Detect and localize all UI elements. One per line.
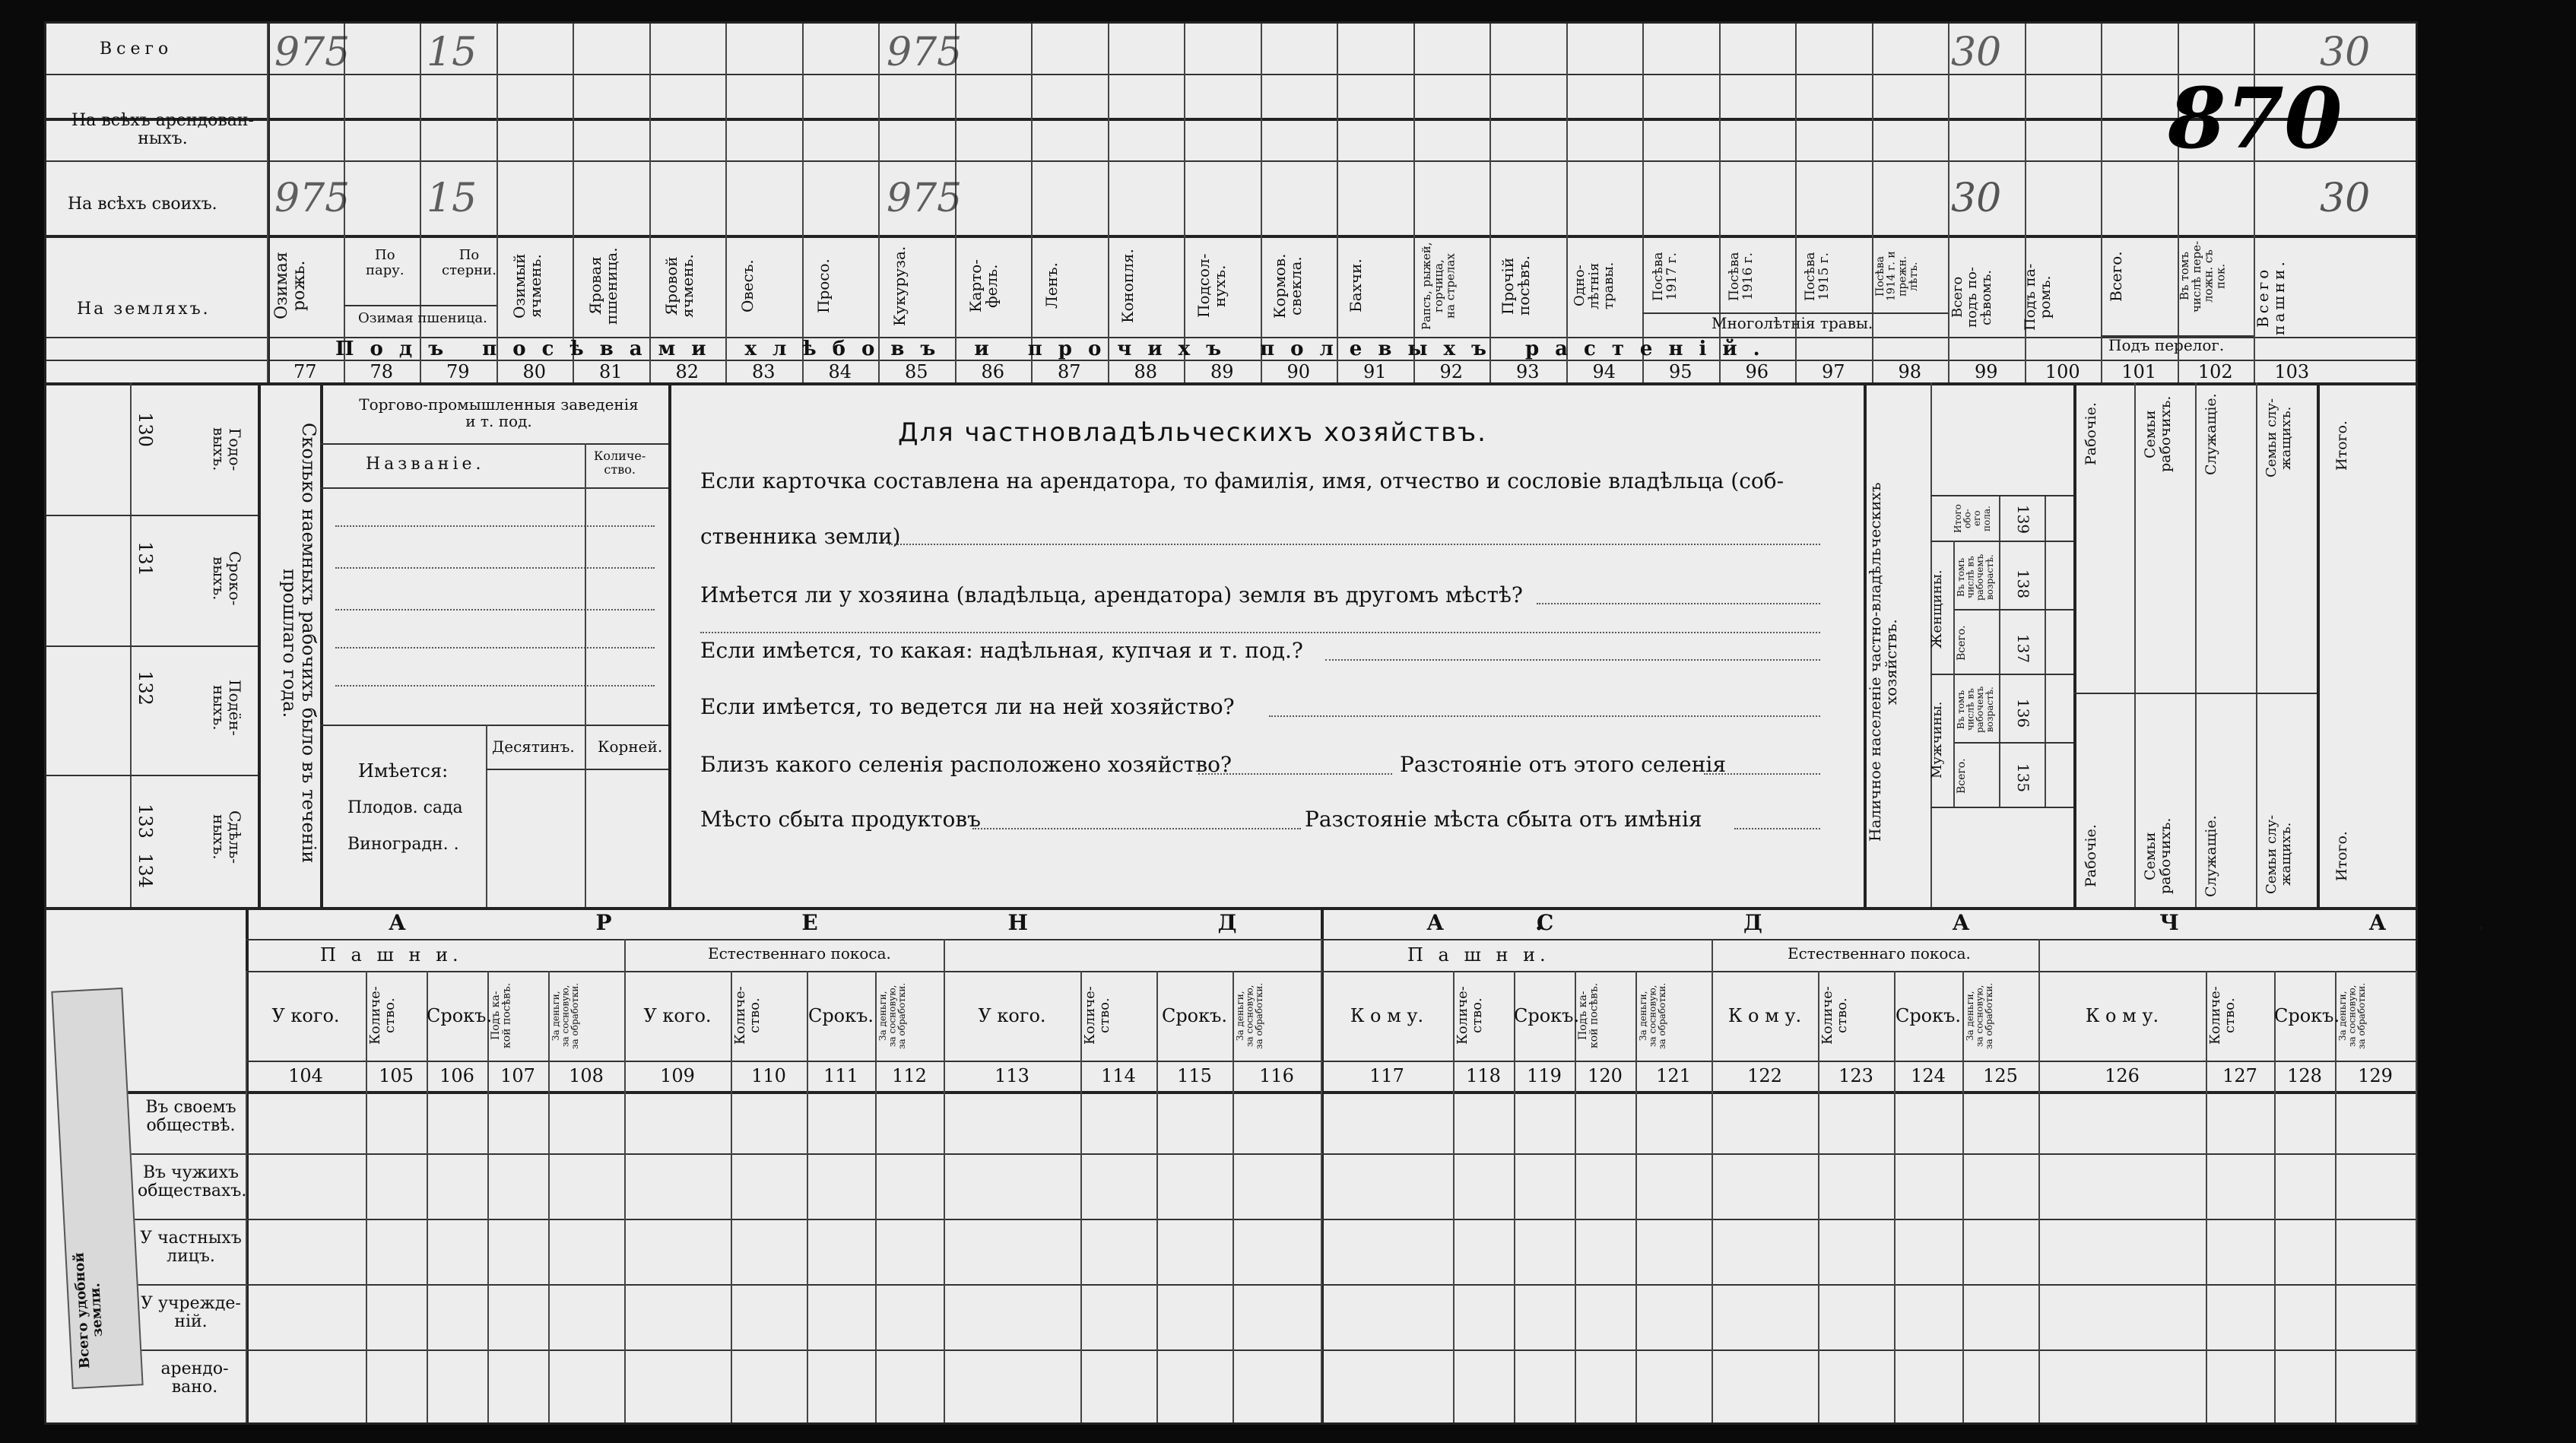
bottom-col-header: Количе- ство. (1082, 986, 1112, 1045)
torg-header: Торгово-промышленныя заведенiя и т. под. (359, 395, 639, 430)
bottom-col-line (1962, 971, 1964, 1422)
bottom-col-line (1575, 971, 1576, 1422)
label-korney: Корней. (598, 737, 663, 756)
crop-col-number: 102 (2197, 361, 2233, 382)
crop-col-line (1031, 24, 1033, 382)
crop-col-number: 81 (598, 361, 623, 382)
bottom-col-header: Количе- ство. (1819, 986, 1850, 1045)
label-sluzh-bot: Служащiе. (2203, 815, 2219, 897)
bottom-col-line (1321, 971, 1322, 1422)
crop-col-number: 77 (293, 361, 317, 382)
hw-svoih-5: 30 (2320, 176, 2371, 221)
bottom-col-line (1514, 971, 1515, 1422)
bottom-col-header: Срокъ. (2274, 1005, 2340, 1026)
bottom-col-header: Срокъ. (1514, 1005, 1580, 1026)
bottom-col-header: К о м у. (1350, 1005, 1424, 1026)
crop-col-line (2101, 24, 2102, 382)
crop-col-line (1642, 24, 1644, 382)
bottom-col-header: За деньги, за сосновую, за обработки. (877, 982, 908, 1049)
crop-col-line (802, 24, 804, 382)
bottom-col-line (807, 971, 808, 1422)
label-rabochie-top: Рабочiе. (2083, 402, 2099, 466)
bottom-col-number: 108 (569, 1065, 604, 1086)
header-84: Просо. (814, 258, 833, 313)
crop-col-number: 83 (751, 361, 776, 382)
label-semi-sluzh-top: Семьи слу- жащихъ. (2264, 398, 2294, 478)
label-vtom-m: Въ томъ числѣ въ рабочемъ возрастѣ. (1956, 686, 1995, 733)
label-desyatin: Десятинъ. (492, 737, 575, 756)
hw-vsego-5: 30 (2320, 30, 2371, 75)
crop-col-number: 78 (370, 361, 394, 382)
bottom-col-line (944, 971, 945, 1422)
header-87: Ленъ. (1042, 262, 1061, 309)
row-svoem: Въ своемъ обществѣ. (145, 1098, 236, 1136)
crop-col-number: 94 (1592, 361, 1616, 382)
num-134: 134 (135, 853, 156, 888)
num-137: 137 (2014, 633, 2032, 664)
bottom-col-header: Количе- ство. (1455, 986, 1485, 1045)
bottom-col-header: Срокъ. (1895, 1005, 1962, 1026)
bottom-col-header: Срокъ. (427, 1005, 493, 1026)
bottom-col-number: 109 (660, 1065, 695, 1086)
private-title: Для частновладѣльческихъ хозяйствъ. (898, 417, 1487, 448)
bottom-col-header: У кого. (271, 1005, 340, 1026)
label-imeetsya: Имѣется: (358, 760, 449, 782)
num-133: 133 (135, 804, 156, 839)
header-93: Прочiй посѣвъ. (1499, 255, 1533, 316)
label-131: Сроко- выхъ. (210, 551, 244, 606)
hw-svoih-4: 30 (1951, 176, 2002, 221)
sdacha-pashni: П а ш н и. (1407, 944, 1550, 966)
crop-col-line (878, 24, 880, 382)
bottom-group-line (2038, 939, 2040, 971)
bottom-col-header: Подъ ка- кой посѣвъ. (1577, 982, 1600, 1049)
crop-col-number: 79 (446, 361, 470, 382)
bottom-col-line (2416, 971, 2417, 1422)
bottom-col-line (1232, 971, 1234, 1422)
label-semi-sluzh-bot: Семьи слу- жащихъ. (2264, 814, 2294, 894)
crop-col-number: 80 (522, 361, 547, 382)
num-130: 130 (135, 412, 156, 447)
label-133: Сдѣль- ныхъ. (210, 810, 244, 864)
private-l5b: Разстоянiе отъ этого селенiя (1400, 752, 1726, 777)
bottom-col-header: За деньги, за сосновую, за обработки. (1638, 982, 1668, 1049)
hw-vsego-2: 15 (427, 30, 477, 75)
label-rabochie-bot: Рабочiе. (2083, 824, 2099, 888)
crop-col-line (1337, 24, 1338, 382)
crop-col-number: 89 (1210, 361, 1234, 382)
crop-col-line (1489, 24, 1491, 382)
crop-col-number: 99 (1974, 361, 1998, 382)
sdacha-estestv: Естественнаго покоса. (1788, 944, 1971, 963)
row-zemlyah: На земляхъ. (77, 300, 211, 319)
num-135: 135 (2014, 763, 2032, 793)
crop-col-line (1108, 24, 1109, 382)
crop-col-number: 100 (2045, 361, 2080, 382)
hw-svoih-1: 975 (274, 176, 351, 221)
bottom-col-number: 128 (2287, 1065, 2322, 1086)
crop-col-number: 91 (1363, 361, 1387, 382)
label-skolko: Сколько наемныхъ рабочихъ было въ теченiи прошлаго года. (278, 423, 319, 864)
crop-col-number: 92 (1439, 361, 1464, 382)
label-vtom-w: Въ томъ числѣ въ рабочемъ возрастѣ. (1956, 553, 1995, 601)
num-138: 138 (2014, 569, 2032, 599)
header-101: Всего. (2107, 251, 2125, 302)
torg-nazvanie: Названiе. (366, 455, 485, 474)
label-nalichnoe: Наличное населенiе частно-владѣльческихъ хозяйствъ. (1866, 482, 1900, 842)
label-muzh: Мужчины. (1929, 701, 1945, 779)
bottom-col-number: 120 (1588, 1065, 1623, 1086)
header-102: Въ томъ числѣ пере- ложн. съ пок. (2178, 240, 2228, 312)
header-103: Всего пашни. (2254, 258, 2288, 336)
bottom-col-line (548, 971, 550, 1422)
paper-tag-text: Всего удобной земли. (71, 1252, 106, 1370)
header-perelog: Подъ перелог. (2108, 336, 2225, 354)
header-78: По пару. (366, 247, 404, 278)
private-l6: Мѣсто сбыта продуктовъ (700, 807, 981, 832)
crop-col-line (1566, 24, 1568, 382)
label-132: Подён- ныхъ. (210, 680, 244, 736)
bottom-col-line (624, 971, 626, 1422)
header-86: Карто- фель. (966, 258, 1001, 313)
bottom-col-number: 104 (288, 1065, 323, 1086)
bottom-col-number: 115 (1177, 1065, 1212, 1086)
row-chastnyh: У частныхъ лицъ. (140, 1229, 242, 1267)
crop-col-line (1261, 24, 1262, 382)
hw-vsego-1: 975 (274, 30, 351, 75)
bottom-col-line (427, 971, 428, 1422)
header-81: Яровая пшеница. (586, 247, 620, 325)
header-88: Конопля. (1118, 249, 1137, 323)
torg-kolvo: Количе- ство. (594, 449, 646, 477)
num-132: 132 (135, 671, 156, 706)
sdacha-title: С Д А Ч А. (1537, 910, 2576, 935)
bottom-group-line (1321, 939, 1322, 971)
bottom-col-number: 114 (1101, 1065, 1136, 1086)
crop-col-number: 88 (1134, 361, 1158, 382)
row-arend: На всѣхъ арендован- ныхъ. (71, 111, 254, 149)
row-uchrezh: У учрежде- нiй. (141, 1294, 241, 1332)
bottom-col-line (1635, 971, 1637, 1422)
bottom-col-number: 121 (1656, 1065, 1691, 1086)
private-l5: Близъ какого селенiя расположено хозяйство? (700, 752, 1232, 777)
header-89: Подсол- нухъ. (1194, 253, 1229, 319)
hw-vsego-4: 30 (1951, 30, 2002, 75)
crop-band-title: Подъ посѣвами хлѣбовъ и прочихъ полевыхъ растенiй. (335, 338, 1776, 360)
crop-col-line (1413, 24, 1415, 382)
bottom-col-number: 118 (1466, 1065, 1501, 1086)
row-vsego: Всего (100, 40, 173, 59)
row-svoih: На всѣхъ своихъ. (68, 195, 217, 214)
bottom-col-number: 105 (379, 1065, 414, 1086)
bottom-group-line (944, 939, 945, 971)
crop-col-line (420, 24, 421, 382)
bottom-col-line (2274, 971, 2276, 1422)
header-85: Кукуруза. (890, 246, 909, 326)
num-139: 139 (2014, 504, 2032, 534)
label-semi-rab-top: Семьи рабочихъ. (2142, 395, 2174, 473)
crop-col-line (649, 24, 651, 382)
bottom-col-header: Срокъ. (1161, 1005, 1228, 1026)
bottom-col-header: К о м у. (2085, 1005, 2159, 1026)
bottom-group-line (1712, 939, 1713, 971)
bottom-col-header: Срокъ. (807, 1005, 874, 1026)
header-99: Всего подъ по- сѣвомъ. (1949, 267, 1994, 328)
header-98: Посѣва 1914 г. и прежн. лѣтъ. (1874, 251, 1921, 302)
header-79: По стерни. (442, 247, 496, 278)
bottom-col-header: За деньги, за сосновую, за обработки. (2337, 982, 2368, 1049)
bottom-col-number: 127 (2222, 1065, 2257, 1086)
header-96: Посѣва 1916 г. (1727, 252, 1756, 301)
bottom-col-header: У кого. (643, 1005, 712, 1026)
census-card (44, 21, 2576, 1425)
label-itogo-ob: Итого обо- его пола. (1953, 504, 1992, 533)
header-100: Подъ па- ромъ. (2022, 263, 2054, 331)
crop-col-number: 95 (1668, 361, 1692, 382)
arenda-title: А Р Е Н Д А. (389, 910, 1634, 935)
label-plodov: Плодов. сада (347, 798, 463, 817)
bottom-col-line (1156, 971, 1158, 1422)
bottom-col-header: К о м у. (1727, 1005, 1802, 1026)
header-90: Кормов. свекла. (1271, 253, 1305, 319)
crop-col-line (725, 24, 727, 382)
label-itogo-bot: Итого. (2333, 831, 2350, 881)
header-97: Посѣва 1915 г. (1803, 252, 1832, 301)
hw-vsego-3: 975 (887, 30, 963, 75)
label-vinogr: Виноградн. . (347, 835, 459, 854)
crop-col-number: 101 (2121, 361, 2157, 382)
private-l1b: ственника земли) (700, 524, 901, 549)
header-80: Озимый ячмень. (510, 253, 544, 319)
crop-col-number: 86 (981, 361, 1005, 382)
private-l3: Если имѣется, то какая: надѣльная, купчая и т. под.? (700, 638, 1303, 663)
bottom-col-header: Количе- ство. (732, 986, 763, 1045)
label-130: Годо- выхъ. (210, 427, 244, 471)
bottom-col-number: 119 (1527, 1065, 1562, 1086)
bottom-col-line (2335, 971, 2336, 1422)
crop-col-number: 96 (1745, 361, 1769, 382)
bottom-col-number: 122 (1747, 1065, 1782, 1086)
header-mnogolet: Многолѣтнiя травы. (1712, 314, 1873, 332)
crop-col-line (1948, 24, 1949, 382)
header-92: Рапсъ, рыжей, горчица, на стрелах (1420, 242, 1458, 330)
bottom-col-number: 113 (995, 1065, 1029, 1086)
num-136: 136 (2014, 698, 2032, 728)
hw-svoih-3: 975 (887, 176, 963, 221)
label-vsego-w: Всего. (1956, 625, 1968, 661)
bottom-col-line (875, 971, 877, 1422)
header-95: Посѣва 1917 г. (1651, 252, 1680, 301)
hw-big-number: 870 (2168, 69, 2343, 167)
crop-col-line (267, 24, 268, 382)
label-semi-rab-bot: Семьи рабочихъ. (2142, 817, 2174, 895)
bottom-col-line (1712, 971, 1713, 1422)
bottom-col-number: 124 (1911, 1065, 1946, 1086)
bottom-col-header: За деньги, за сосновую, за обработки. (550, 982, 581, 1049)
bottom-col-number: 129 (2358, 1065, 2393, 1086)
crop-col-line (1184, 24, 1185, 382)
crop-col-line (496, 24, 498, 382)
header-83: Овесъ. (738, 259, 757, 312)
arenda-pashni: П а ш н и. (320, 944, 463, 966)
bottom-col-number: 110 (751, 1065, 786, 1086)
header-82: Яровой ячмень. (662, 254, 696, 318)
paper-tag (51, 988, 143, 1389)
label-zhensh: Женщины. (1929, 569, 1945, 649)
private-l2: Имѣется ли у хозяина (владѣльца, арендатора) земля въ другомъ мѣстѣ? (700, 582, 1523, 607)
crop-col-number: 82 (675, 361, 700, 382)
label-itogo-top: Итого. (2333, 420, 2350, 471)
ozimaya-divider (344, 305, 496, 306)
bottom-col-number: 125 (1983, 1065, 2018, 1086)
crop-col-number: 84 (828, 361, 852, 382)
crop-col-number: 98 (1898, 361, 1922, 382)
bottom-col-line (1894, 971, 1896, 1422)
bottom-col-header: У кого. (978, 1005, 1046, 1026)
header-94: Одно- лѣтнiя травы. (1572, 262, 1616, 310)
private-l6b: Разстоянiе мѣста сбыта отъ имѣнiя (1305, 807, 1702, 832)
private-l4: Если имѣется, то ведется ли на ней хозяйство? (700, 694, 1235, 719)
header-ozimaya-psh: Озимая пшеница. (358, 310, 487, 326)
bottom-col-number: 106 (439, 1065, 474, 1086)
header-91: Бахчи. (1347, 258, 1365, 313)
bottom-col-number: 107 (500, 1065, 535, 1086)
crop-col-number: 90 (1286, 361, 1311, 382)
row-arendovano: арендо- вано. (160, 1359, 229, 1397)
bottom-col-header: За деньги, за сосновую, за обработки. (1965, 982, 1995, 1049)
bottom-col-number: 126 (2105, 1065, 2140, 1086)
crop-col-line (573, 24, 574, 382)
bottom-col-number: 123 (1838, 1065, 1873, 1086)
row-chuzhih: Въ чужихъ обществахъ. (138, 1163, 247, 1201)
crop-col-number: 97 (1821, 361, 1845, 382)
bottom-group-line (624, 939, 626, 971)
arenda-estestv: Естественнаго покоса. (708, 944, 891, 963)
crop-col-number: 93 (1515, 361, 1540, 382)
bottom-col-line (2038, 971, 2040, 1422)
bottom-col-number: 111 (823, 1065, 858, 1086)
header-77: Озимая рожь. (272, 252, 309, 320)
bottom-col-header: Количе- ство. (2207, 986, 2238, 1045)
bottom-col-header: Количе- ство. (367, 986, 398, 1045)
crop-col-number: 87 (1057, 361, 1081, 382)
crop-col-number: 103 (2274, 361, 2310, 382)
label-vsego-m: Всего. (1956, 758, 1968, 794)
hw-svoih-2: 15 (427, 176, 477, 221)
bottom-col-header: За деньги, за сосновую, за обработки. (1235, 982, 1265, 1049)
bottom-col-line (487, 971, 489, 1422)
bottom-col-number: 112 (892, 1065, 927, 1086)
label-sluzh-top: Служащiе. (2203, 393, 2219, 475)
crop-col-number: 85 (904, 361, 928, 382)
bottom-col-number: 116 (1259, 1065, 1294, 1086)
bottom-col-header: Подъ ка- кой посѣвъ. (490, 982, 513, 1049)
num-131: 131 (135, 541, 156, 576)
private-l1: Если карточка составлена на арендатора, то фамилiя, имя, отчество и сословiе владѣльца (соб- (700, 468, 1784, 493)
bottom-col-number: 117 (1369, 1065, 1404, 1086)
